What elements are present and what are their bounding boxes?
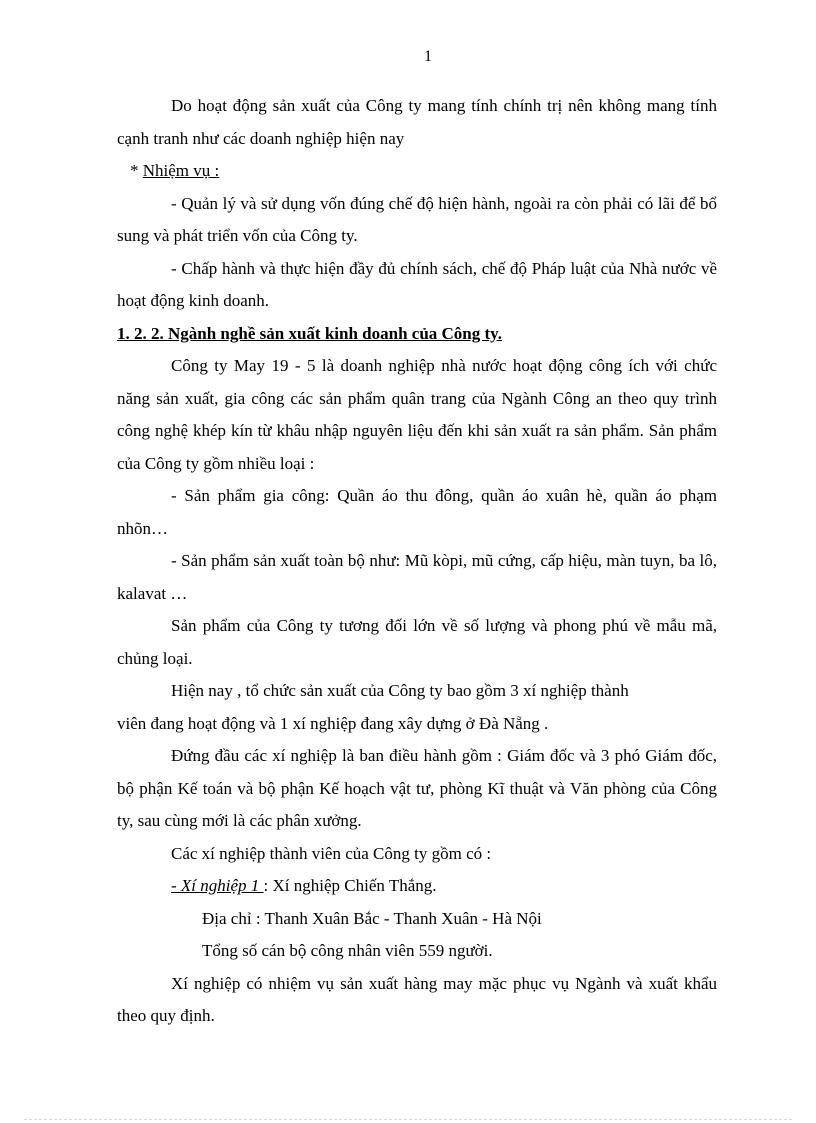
org-paragraph-line-1: Hiện nay , tổ chức sản xuất của Công ty bao gồm 3 xí nghiệp thành <box>171 681 629 700</box>
company-paragraph: Công ty May 19 - 5 là doanh nghiệp nhà nước hoạt động công ích với chức năng sản xuất, gia công các sản phẩm quân trang của Ngành Công an theo quy trình công nghệ khép kín từ khâu nhập nguyên liệu đến khi sản xuất ra sản phẩm. Sản phẩm của Công ty gồm nhiều loại : <box>117 356 717 473</box>
page-bottom-divider <box>24 1119 792 1120</box>
product-item: - Sản phẩm gia công: Quần áo thu đông, quần áo xuân hè, quần áo phạm nhõn… <box>117 486 717 538</box>
product-item: - Sản phẩm sản xuất toàn bộ như: Mũ kòpi, mũ cứng, cấp hiệu, màn tuyn, ba lô, kalavat … <box>117 551 717 603</box>
page-number: 1 <box>424 48 432 65</box>
xn1-staff: Tổng số cán bộ công nhân viên 559 người. <box>202 941 493 960</box>
intro-paragraph: Do hoạt động sản xuất của Công ty mang tính chính trị nên không mang tính cạnh tranh như các doanh nghiệp hiện nay <box>117 96 717 148</box>
duties-title: Nhiệm vụ : <box>142 161 220 180</box>
duty-item: - Quản lý và sử dụng vốn đúng chế độ hiện hành, ngoài ra còn phải có lãi để bổ sung và phát triển vốn của Công ty. <box>117 193 717 245</box>
document-body <box>117 90 717 1033</box>
xn1-line <box>117 870 717 903</box>
products-paragraph: Sản phẩm của Công ty tương đối lớn về số lượng và phong phú về mẫu mã, chủng loại. <box>117 616 717 668</box>
xn1-address: Địa chỉ : Thanh Xuân Bắc - Thanh Xuân - Hà Nội <box>202 908 542 928</box>
xn1-name: : Xí nghiệp Chiến Thắng. <box>263 876 437 895</box>
org-paragraph-line-2: viên đang hoạt động và 1 xí nghiệp đang xây dựng ở Đà Nẵng . <box>117 713 549 733</box>
section-heading: 1. 2. 2. Ngành nghề sản xuất kinh doanh của Công ty. <box>117 323 502 343</box>
duties-bullet: * <box>130 161 143 180</box>
leadership-paragraph: Đứng đầu các xí nghiệp là ban điều hành gồm : Giám đốc và 3 phó Giám đốc, bộ phận Kế toán và bộ phận Kế hoạch vật tư, phòng Kĩ thuật và Văn phòng của Công ty, sau cùng mới là các phân xưởng. <box>117 746 717 830</box>
xn1-label: - Xí nghiệp 1 <box>171 876 264 895</box>
xn1-mission: Xí nghiệp có nhiệm vụ sản xuất hàng may mặc phục vụ Ngành và xuất khẩu theo quy định. <box>117 973 717 1025</box>
members-intro: Các xí nghiệp thành viên của Công ty gồm có : <box>171 843 492 863</box>
duties-heading <box>117 155 717 188</box>
duty-item: - Chấp hành và thực hiện đầy đủ chính sách, chế độ Pháp luật của Nhà nước về hoạt động kinh doanh. <box>117 258 717 310</box>
